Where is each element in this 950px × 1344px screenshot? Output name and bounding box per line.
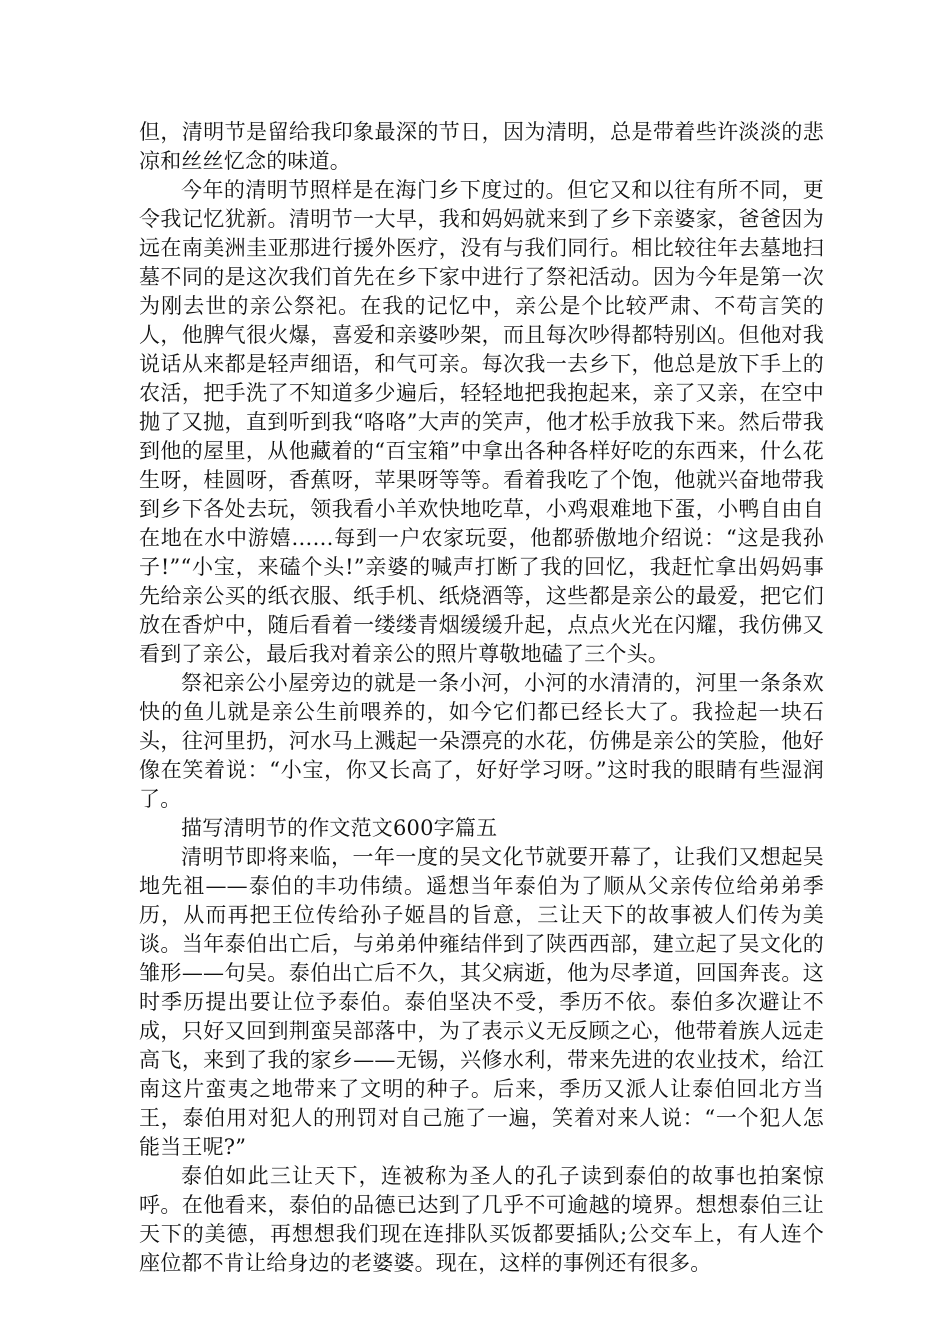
section-title: 描写清明节的作文范文600字篇五	[181, 816, 498, 840]
document-page	[139, 118, 824, 1278]
paragraph-opening: 但，清明节是留给我印象最深的节日，因为清明，总是带着些许淡淡的悲凉和丝丝忆念的味道。	[139, 120, 824, 173]
paragraph-taibo-virtue: 泰伯如此三让天下，连被称为圣人的孔子读到泰伯的故事也拍案惊呼。在他看来，泰伯的品德已达到了几乎不可逾越的境界。想想泰伯三让天下的美德，再想想我们现在连排队买饭都要插队;公交车上，有人连个座位都不肯让给身边的老婆婆。现在，这样的事例还有很多。	[139, 1164, 824, 1275]
paragraph-taibo-story: 清明节即将来临，一年一度的吴文化节就要开幕了，让我们又想起吴地先祖——泰伯的丰功伟绩。遥想当年泰伯为了顺从父亲传位给弟弟季历，从而再把王位传给孙子姬昌的旨意，三让天下的故事被人们传为美谈。当年泰伯出亡后，与弟弟仲雍结伴到了陕西西部，建立起了吴文化的雏形——句吴。泰伯出亡后不久，其父病逝，他为尽孝道，回国奔丧。这时季历提出要让位予泰伯。泰伯坚决不受，季历不依。泰伯多次避让不成，只好又回到荆蛮吴部落中，为了表示义无反顾之心，他带着族人远走高飞，来到了我的家乡——无锡，兴修水利，带来先进的农业技术，给江南这片蛮夷之地带来了文明的种子。后来，季历又派人让泰伯回北方当王，泰伯用对犯人的刑罚对自己施了一遍，笑着对来人说：“一个犯人怎能当王呢?”	[139, 845, 824, 1159]
paragraph-river: 祭祀亲公小屋旁边的就是一条小河，小河的水清清的，河里一条条欢快的鱼儿就是亲公生前喂养的，如今它们都已经长大了。我捡起一块石头，往河里扔，河水马上溅起一朵漂亮的水花，仿佛是亲公的笑脸，他好像在笑着说：“小宝，你又长高了，好好学习呀。”这时我的眼睛有些湿润了。	[139, 671, 824, 811]
paragraph-qingming-memory: 今年的清明节照样是在海门乡下度过的。但它又和以往有所不同，更令我记忆犹新。清明节一大早，我和妈妈就来到了乡下亲婆家，爸爸因为远在南美洲圭亚那进行援外医疗，没有与我们同行。相比较往年去墓地扫墓不同的是这次我们首先在乡下家中进行了祭祀活动。因为今年是第一次为刚去世的亲公祭祀。在我的记忆中，亲公是个比较严肃、不苟言笑的人，他脾气很火爆，喜爱和亲婆吵架，而且每次吵得都特别凶。但他对我说话从来都是轻声细语，和气可亲。每次我一去乡下，他总是放下手上的农活，把手洗了不知道多少遍后，轻轻地把我抱起来，亲了又亲，在空中抛了又抛，直到听到我“咯咯”大声的笑声，他才松手放我下来。然后带我到他的屋里，从他藏着的“百宝箱”中拿出各种各样好吃的东西来，什么花生呀，桂圆呀，香蕉呀，苹果呀等等。看着我吃了个饱，他就兴奋地带我到乡下各处去玩，领我看小羊欢快地吃草，小鸡艰难地下蛋，小鸭自由自在地在水中游嬉……每到一户农家玩耍，他都骄傲地介绍说：“这是我孙子!”“小宝，来磕个头!”亲婆的喊声打断了我的回忆，我赶忙拿出妈妈事先给亲公买的纸衣服、纸手机、纸烧酒等，这些都是亲公的最爱，把它们放在香炉中，随后看着一缕缕青烟缓缓升起，点点火光在闪耀，我仿佛又看到了亲公，最后我对着亲公的照片尊敬地磕了三个头。	[139, 178, 824, 666]
